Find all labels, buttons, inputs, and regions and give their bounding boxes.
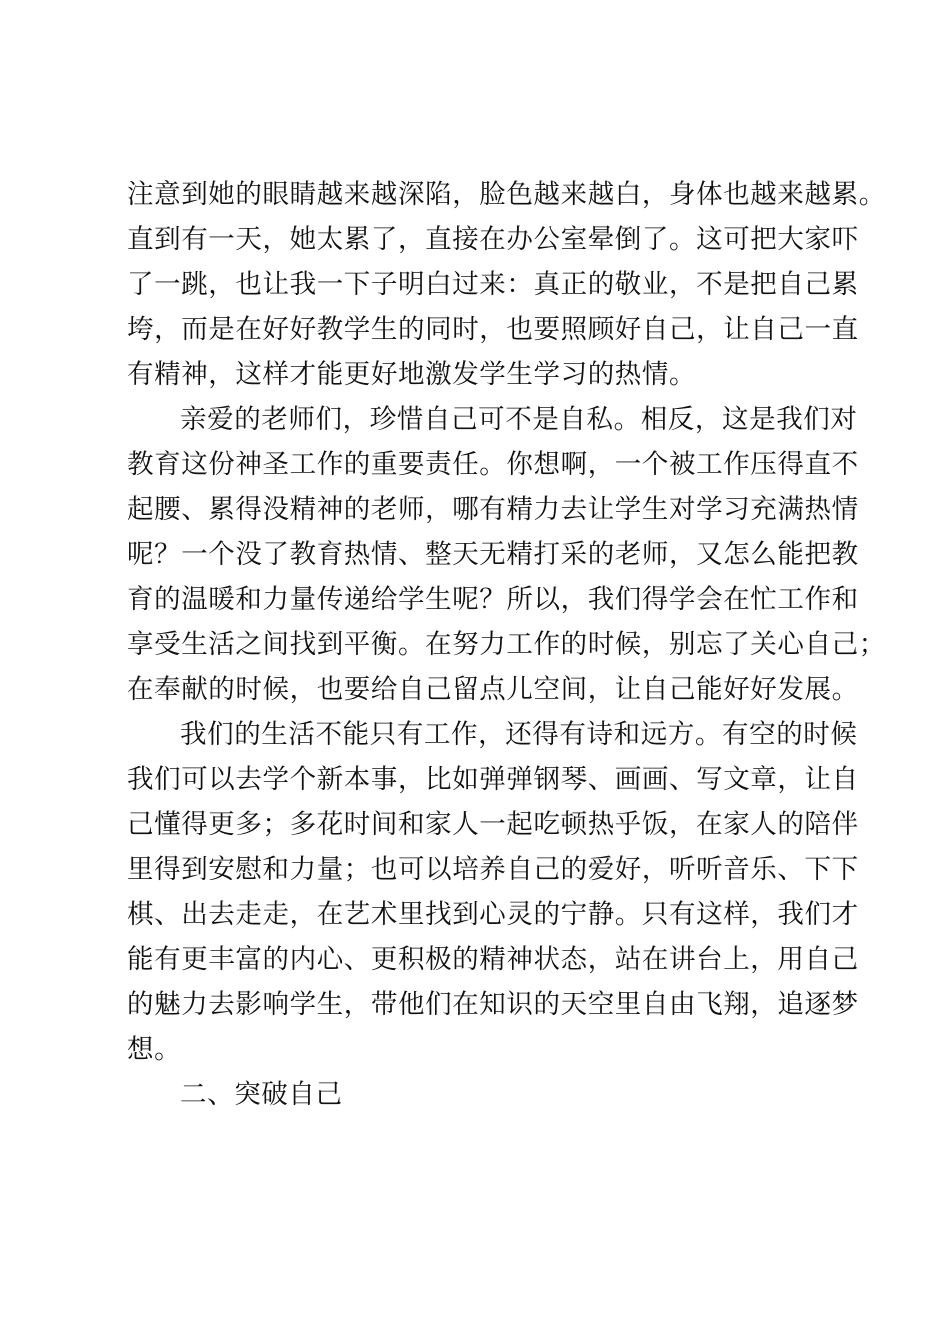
paragraph-first-line: 我们的生活不能只有工作，还得有诗和远方。有空的时候 — [180, 719, 858, 750]
text-line: 教育这份神圣工作的重要责任。你想啊，一个被工作压得直不 — [127, 449, 859, 480]
text-line: 在奉献的时候，也要给自己留点儿空间，让自己能好好发展。 — [127, 674, 859, 705]
text-line: 了一跳，也让我一下子明白过来：真正的敬业，不是把自己累 — [127, 269, 859, 300]
text-line: 垮，而是在好好教学生的同时，也要照顾好自己，让自己一直 — [127, 314, 859, 345]
paragraph-first-line: 亲爱的老师们，珍惜自己可不是自私。相反，这是我们对 — [180, 404, 858, 435]
text-line: 起腰、累得没精神的老师，哪有精力去让学生对学习充满热情 — [127, 494, 859, 525]
text-line: 能有更丰富的内心、更积极的精神状态，站在讲台上，用自己 — [127, 944, 859, 975]
text-line: 呢？一个没了教育热情、整天无精打采的老师，又怎么能把教 — [127, 539, 859, 570]
document-body — [127, 172, 886, 1117]
section-heading: 二、突破自己 — [180, 1079, 343, 1110]
text-line: 注意到她的眼睛越来越深陷，脸色越来越白，身体也越来越累。 — [127, 179, 886, 210]
text-line: 想。 — [127, 1034, 182, 1065]
text-line: 有精神，这样才能更好地激发学生学习的热情。 — [127, 359, 697, 390]
text-line: 棋、出去走走，在艺术里找到心灵的宁静。只有这样，我们才 — [127, 899, 859, 930]
text-line: 享受生活之间找到平衡。在努力工作的时候，别忘了关心自己； — [127, 629, 886, 660]
text-line: 己懂得更多；多花时间和家人一起吃顿热乎饭，在家人的陪伴 — [127, 809, 859, 840]
text-line: 育的温暖和力量传递给学生呢？所以，我们得学会在忙工作和 — [127, 584, 859, 615]
text-line: 的魅力去影响学生，带他们在知识的天空里自由飞翔，追逐梦 — [127, 989, 859, 1020]
text-line: 里得到安慰和力量；也可以培养自己的爱好，听听音乐、下下 — [127, 854, 859, 885]
text-line: 直到有一天，她太累了，直接在办公室晕倒了。这可把大家吓 — [127, 224, 859, 255]
text-line: 我们可以去学个新本事，比如弹弹钢琴、画画、写文章，让自 — [127, 764, 859, 795]
